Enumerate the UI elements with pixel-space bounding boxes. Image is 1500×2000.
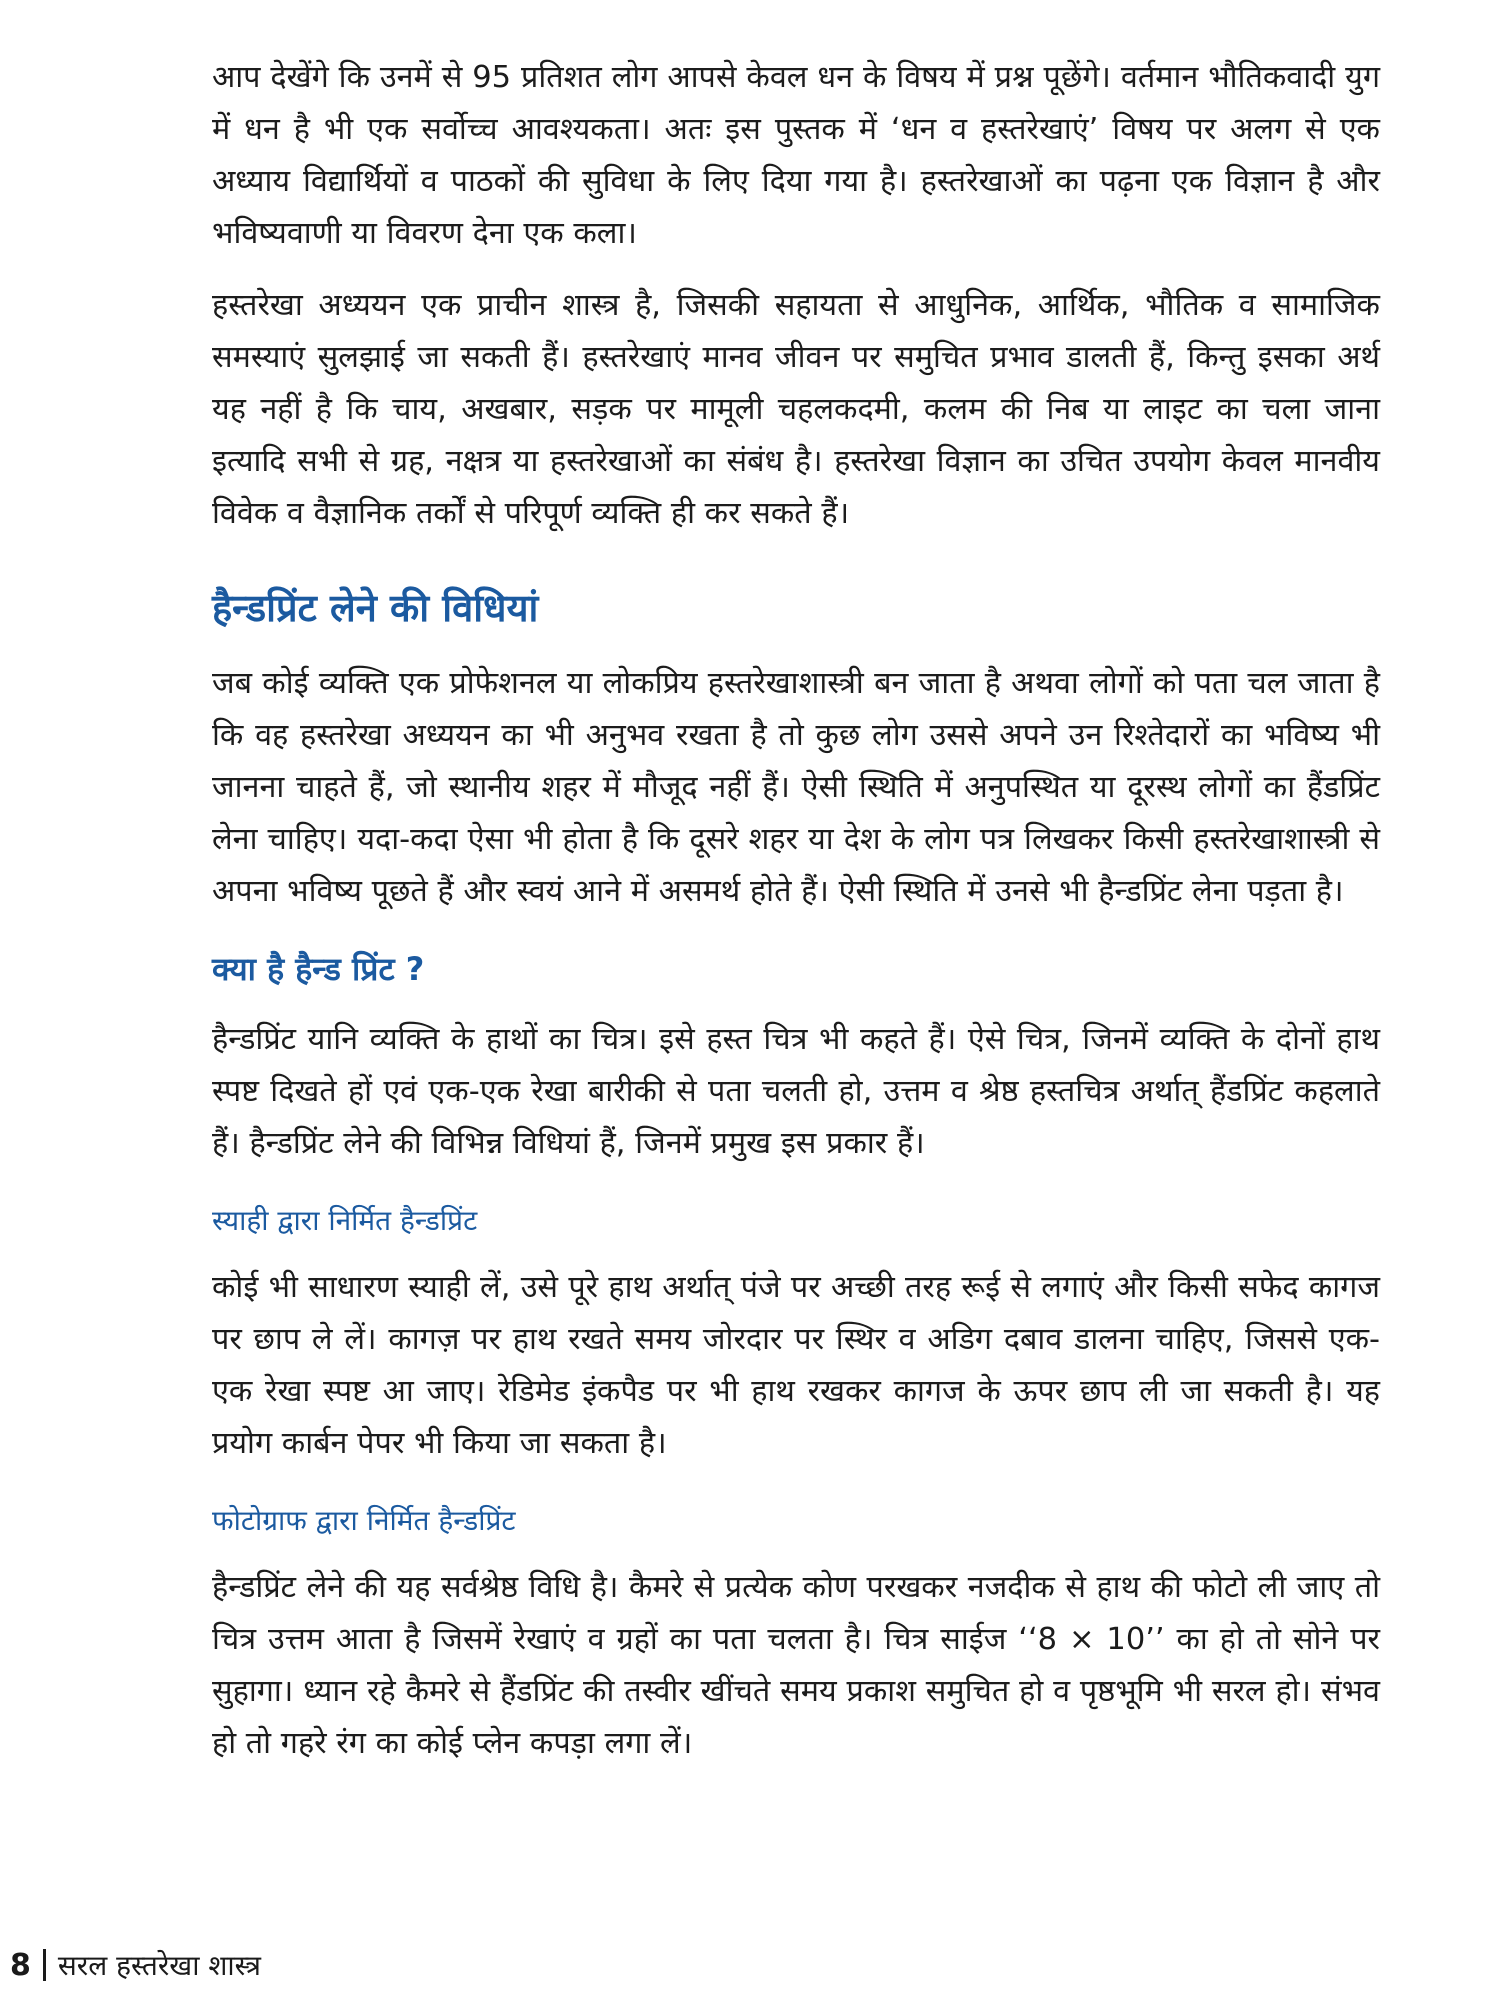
book-title: सरल हस्तरेखा शास्त्र [57,1949,262,1982]
photo-handprint-heading: फोटोग्राफ द्वारा निर्मित हैन्डप्रिंट [212,1504,516,1537]
subsection-heading-what-is-handprint: क्या है हैन्ड प्रिंट ? [212,950,425,988]
subsection-paragraph: हैन्डप्रिंट यानि व्यक्ति के हाथों का चित्र। इसे हस्त चित्र भी कहते हैं। ऐसे चित्र, जिनमें व्यक्ति के दोनों हाथ स्पष्ट दिखते हों एवं एक-एक रेखा बारीकी से पता चलती हो, उत्तम व श्रेष्ठ हस्तचित्र अर्थात् हैंडप्रिंट कहलाते हैं। हैन्डप्रिंट लेने की विभिन्न विधियां हैं, जिनमें प्रमुख इस प्रकार हैं। [212,1022,1380,1161]
photo-handprint-paragraph: हैन्डप्रिंट लेने की यह सर्वश्रेष्ठ विधि है। कैमरे से प्रत्येक कोण परखकर नजदीक से हाथ की फोटो ली जाए तो चित्र उत्तम आता है जिसमें रेखाएं व ग्रहों का पता चलता है। चित्र साईज ‘‘8 × 10’’ का हो तो सोने पर सुहागा। ध्यान रहे कैमरे से हैंडप्रिंट की तस्वीर खींचते समय प्रकाश समुचित हो व पृष्ठभूमि भी सरल हो। संभव हो तो गहरे रंग का कोई प्लेन कपड़ा लगा लें। [212,1570,1380,1761]
ink-handprint-heading: स्याही द्वारा निर्मित हैन्डप्रिंट [212,1204,478,1237]
footer-separator [43,1949,46,1981]
section-heading-handprint-methods: हैन्डप्रिंट लेने की विधियां [212,586,539,630]
intro-paragraph-2: हस्तरेखा अध्ययन एक प्राचीन शास्त्र है, जिसकी सहायता से आधुनिक, आर्थिक, भौतिक व सामाजिक समस्याएं सुलझाई जा सकती हैं। हस्तरेखाएं मानव जीवन पर समुचित प्रभाव डालती हैं, किन्तु इसका अर्थ यह नहीं है कि चाय, अखबार, सड़क पर मामूली चहलकदमी, कलम की निब या लाइट का चला जाना इत्यादि सभी से ग्रह, नक्षत्र या हस्तरेखाओं का संबंध है। हस्तरेखा विज्ञान का उचित उपयोग केवल मानवीय विवेक व वैज्ञानिक तर्कों से परिपूर्ण व्यक्ति ही कर सकते हैं। [212,288,1380,531]
ink-handprint-paragraph: कोई भी साधारण स्याही लें, उसे पूरे हाथ अर्थात् पंजे पर अच्छी तरह रूई से लगाएं और किसी सफेद कागज पर छाप ले लें। कागज़ पर हाथ रखते समय जोरदार पर स्थिर व अडिग दबाव डालना चाहिए, जिससे एक-एक रेखा स्पष्ट आ जाए। रेडिमेड इंकपैड पर भी हाथ रखकर कागज के ऊपर छाप ली जा सकती है। यह प्रयोग कार्बन पेपर भी किया जा सकता है। [212,1270,1380,1461]
page-number: 8 [10,1947,31,1983]
section-paragraph: जब कोई व्यक्ति एक प्रोफेशनल या लोकप्रिय हस्तरेखाशास्त्री बन जाता है अथवा लोगों को पता चल जाता है कि वह हस्तरेखा अध्ययन का भी अनुभव रखता है तो कुछ लोग उससे अपने उन रिश्तेदारों का भविष्य भी जानना चाहते हैं, जो स्थानीय शहर में मौजूद नहीं हैं। ऐसी स्थिति में अनुपस्थित या दूरस्थ लोगों का हैंडप्रिंट लेना चाहिए। यदा-कदा ऐसा भी होता है कि दूसरे शहर या देश के लोग पत्र लिखकर किसी हस्तरेखाशास्त्री से अपना भविष्य पूछते हैं और स्वयं आने में असमर्थ होते हैं। ऐसी स्थिति में उनसे भी हैन्डप्रिंट लेना पड़ता है। [212,666,1380,909]
page-content [212,52,1380,1790]
page-footer [10,1945,261,1985]
intro-paragraph-1: आप देखेंगे कि उनमें से 95 प्रतिशत लोग आपसे केवल धन के विषय में प्रश्न पूछेंगे। वर्तमान भौतिकवादी युग में धन है भी एक सर्वोच्च आवश्यकता। अतः इस पुस्तक में ‘धन व हस्तरेखाएं’ विषय पर अलग से एक अध्याय विद्यार्थियों व पाठकों की सुविधा के लिए दिया गया है। हस्तरेखाओं का पढ़ना एक विज्ञान है और भविष्यवाणी या विवरण देना एक कला। [212,60,1380,251]
